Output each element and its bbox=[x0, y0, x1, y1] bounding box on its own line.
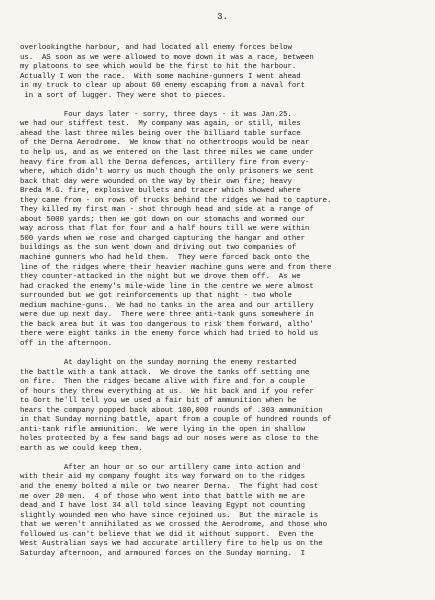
text-line: back that day were wounded on the way by their own fire; heavy bbox=[20, 177, 292, 186]
text-line: West Australian says we had accurate artillery fire to help us on the bbox=[20, 540, 323, 549]
text-line: me over 20 men. 4 of those who went into that battle with me are bbox=[20, 492, 306, 501]
text-line: followed us can't believe that we did it without support. Even the bbox=[20, 530, 314, 539]
text-line: to help us, and as we entered on the last three miles we came under bbox=[20, 148, 314, 157]
text-line: we had our stiffest test. My company was again, or still, miles bbox=[20, 120, 301, 129]
text-line: my platoons to see which would be the first to hit the harbour. bbox=[20, 63, 297, 72]
letter-body bbox=[20, 44, 425, 559]
text-line: about 5000 yards; then we got down on our stomachs and wormed our bbox=[20, 215, 306, 224]
text-line: in a sort of lugger. They were shot to pieces. bbox=[20, 91, 227, 100]
text-line: in that Sunday morning battle, apart from a couple of hundred rounds of bbox=[20, 416, 332, 425]
text-line: they came from - on rows of trucks behind the ridges we had to capture. bbox=[20, 196, 332, 205]
text-line: heavy fire from all the Derna defences, artillery fire from every- bbox=[20, 158, 310, 167]
text-line: hears the company popped back about 100,000 rounds of .303 ammunition bbox=[20, 406, 323, 415]
paragraph bbox=[20, 359, 425, 454]
text-line: surrounded but we got reinforcements up that night - two whole bbox=[20, 292, 292, 301]
text-line: ahead the last three miles being over the billiard table surface bbox=[20, 129, 301, 138]
text-line: the battle with a tank attack. We drove the tanks off setting one bbox=[20, 368, 310, 377]
text-line: Breda M.G. fire, explosive bullets and tracer which showed where bbox=[20, 187, 301, 196]
paragraph-gap bbox=[20, 101, 425, 111]
text-line: medium machine-guns. We had no tanks in the area and our artillery bbox=[20, 301, 314, 310]
text-line: 500 yards when we rose and charged capturing the hangar and other bbox=[20, 234, 306, 243]
text-line: on fire. Then the ridges became alive with fire and for a couple bbox=[20, 378, 306, 387]
text-line: holes protected by a few sand bags ad our noses were as close to the bbox=[20, 435, 319, 444]
text-line: in my truck to clear up about 60 enemy escaping from a naval fort bbox=[20, 82, 306, 91]
text-line: They killed my first man - shot through head and side at a range of bbox=[20, 206, 314, 215]
text-line: the back area but it was too dangerous to risk them forward, altho' bbox=[20, 320, 314, 329]
text-line: of the Derna Aerodrome. We know that no othertroops would be near bbox=[20, 139, 310, 148]
text-line: At daylight on the sunday morning the enemy restarted bbox=[20, 358, 297, 367]
text-line: After an hour or so our artillery came into action and bbox=[20, 463, 301, 472]
text-line: Saturday afternoon, and armoured forces on the Sunday morning. I bbox=[20, 549, 306, 558]
page-number: 3. bbox=[217, 12, 228, 22]
text-line: buildings as the sun went down and driving out two companies of bbox=[20, 244, 297, 253]
text-line: anti-tank rifle ammunition. We were lying in the open in shallow bbox=[20, 425, 306, 434]
text-line: Actually I won the race. With some machine-gunners I went ahead bbox=[20, 72, 301, 81]
text-line: to Gort he'll tell you we used a fair bit of ammunition when he bbox=[20, 397, 297, 406]
text-line: machine gunners who had held them. They were forced back onto the bbox=[20, 253, 310, 262]
text-line: Four days later - sorry, three days - it was Jan.25. bbox=[20, 110, 292, 119]
text-line: with their aid my company fought its way forward on to the ridges bbox=[20, 473, 306, 482]
text-line: had cracked the enemy's mile-wide line in the centre we were almost bbox=[20, 282, 314, 291]
text-line: off in the afternoon. bbox=[20, 339, 113, 348]
text-line: of hours they threw everything at us. We hit back and if you refer bbox=[20, 387, 314, 396]
text-line: line of the ridges where their heavier machine guns were and from there bbox=[20, 263, 332, 272]
text-line: earth as we could keep them. bbox=[20, 444, 143, 453]
text-line: dead and I have lost 34 all told since leaving Egypt not counting bbox=[20, 502, 306, 511]
paragraph bbox=[20, 111, 425, 350]
text-line: that we weren't annihilated as we crossed the Aerodrome, and those who bbox=[20, 521, 327, 530]
text-line: way across that flat for four and a half hours till we were within bbox=[20, 225, 310, 234]
text-line: there were eight tanks in the enemy force which had tried to hold us bbox=[20, 330, 319, 339]
paragraph bbox=[20, 464, 425, 559]
text-line: us. AS soon as we were allowed to move down it was a race, between bbox=[20, 53, 314, 62]
paragraph bbox=[20, 44, 425, 101]
text-line: where, which didn't worry us much though the only prisoners we sent bbox=[20, 168, 314, 177]
text-line: they counter-attacked in the night but we drove them off. As we bbox=[20, 273, 301, 282]
text-line: and the enemy bolted a mile or two nearer Derna. The fight had cost bbox=[20, 483, 319, 492]
text-line: overlookingthe harbour, and had located all enemy forces below bbox=[20, 44, 292, 52]
paragraph-gap bbox=[20, 454, 425, 464]
text-line: were due up next day. There were three anti-tank guns somewhere in bbox=[20, 311, 314, 320]
paragraph-gap bbox=[20, 349, 425, 359]
text-line: slightly wounded men who have since rejoined us. But the miracle is bbox=[20, 511, 319, 520]
